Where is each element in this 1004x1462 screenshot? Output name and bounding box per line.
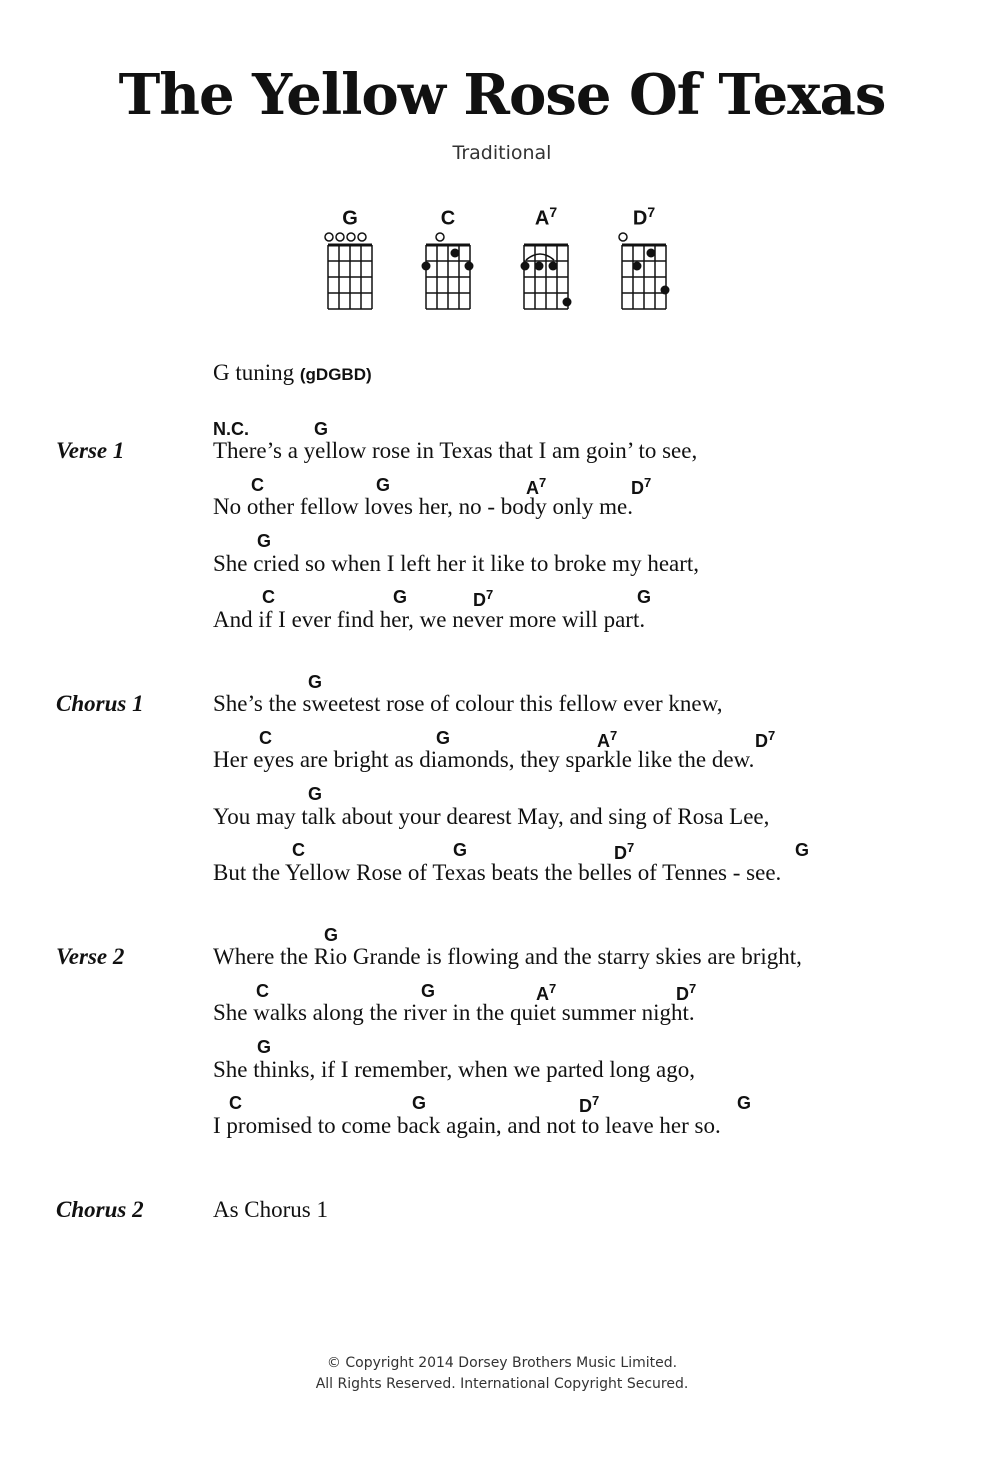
chord-d7: $D^7$: [614, 840, 635, 863]
lyric-line: But the Yellow Rose of Texas beats the belles of Tennes - see.: [213, 860, 782, 885]
tuning-label: G tuning: [213, 360, 295, 385]
chord-g: G: [393, 587, 408, 607]
fretboard-d7: [614, 204, 674, 314]
chord-g: G: [376, 475, 391, 495]
lyric-line: She cried so when I left her it like to broke my heart,: [213, 551, 700, 576]
chord-diagram-c: [418, 204, 478, 314]
fretboard-g: [320, 204, 380, 314]
chorus-2-instruction: As Chorus 1: [213, 1197, 329, 1222]
tuning-notes: (gDGBD): [299, 365, 372, 384]
fretboard-c: [418, 204, 478, 314]
song-title: The Yellow Rose Of Texas: [118, 62, 886, 128]
chord-c: C: [256, 981, 269, 1001]
chord-g: G: [795, 840, 810, 860]
chord-c: C: [292, 840, 305, 860]
chord-d7: $D^7$: [473, 587, 494, 610]
section-label-verse-1: Verse 1: [56, 438, 125, 463]
chord-a7: $A^7$: [536, 981, 557, 1004]
diagram-name: $D^7$: [632, 204, 656, 230]
tuning-info: [213, 360, 372, 386]
lyric-line: No other fellow loves her, no - body only me.: [213, 494, 634, 519]
chord-g: G: [421, 981, 436, 1001]
chord-c: C: [251, 475, 264, 495]
chord-d7: $D^7$: [579, 1093, 600, 1116]
lyric-line: She thinks, if I remember, when we parted long ago,: [213, 1057, 695, 1082]
composer: Traditional: [452, 142, 552, 164]
lyric-line: And if I ever find her, we never more will part.: [213, 607, 646, 632]
diagram-name: G: [342, 207, 358, 230]
chord-g: G: [737, 1093, 752, 1113]
chord-d7: $D^7$: [676, 981, 697, 1004]
lyric-line: There’s a yellow rose in Texas that I am goin’ to see,: [213, 438, 698, 463]
chord-g: G: [257, 1037, 272, 1057]
chord-a7: $A^7$: [526, 475, 547, 498]
chord-g: G: [314, 419, 329, 439]
chord-diagram-a7: [516, 204, 576, 314]
chord-c: C: [262, 587, 275, 607]
chord-g: G: [308, 672, 323, 692]
lyric-line: Her eyes are bright as diamonds, they sparkle like the dew.: [213, 747, 755, 772]
lyric-line: She walks along the river in the quiet summer night.: [213, 1000, 695, 1025]
diagram-name: C: [440, 207, 456, 230]
lyric-line: She’s the sweetest rose of colour this fellow ever knew,: [213, 691, 723, 716]
fretboard-a7: [516, 204, 576, 314]
copyright-line-2: All Rights Reserved. International Copyright Secured.: [315, 1376, 689, 1392]
chord-nc: N.C.: [213, 419, 249, 439]
chord-g: G: [637, 587, 652, 607]
chord-d7: $D^7$: [631, 475, 652, 498]
diagram-name: $A^7$: [534, 204, 558, 230]
chord-diagram-d7: [614, 204, 674, 314]
chord-g: G: [324, 925, 339, 945]
chord-g: G: [436, 728, 451, 748]
section-label-chorus-1: Chorus 1: [56, 691, 144, 716]
chord-c: C: [229, 1093, 242, 1113]
chord-g: G: [308, 784, 323, 804]
chord-a7: $A^7$: [597, 728, 618, 751]
chord-d7: $D^7$: [755, 728, 776, 751]
section-label-chorus-2: Chorus 2: [56, 1197, 144, 1222]
chord-g: G: [257, 531, 272, 551]
section-label-verse-2: Verse 2: [56, 944, 125, 969]
chord-c: C: [259, 728, 272, 748]
lyric-line: Where the Rio Grande is flowing and the starry skies are bright,: [213, 944, 802, 969]
lyric-line: I promised to come back again, and not to leave her so.: [213, 1113, 721, 1138]
chord-g: G: [412, 1093, 427, 1113]
copyright-line-1: © Copyright 2014 Dorsey Brothers Music Limited.: [326, 1355, 678, 1371]
chord-g: G: [453, 840, 468, 860]
chord-diagram-g: [320, 204, 380, 314]
lyric-line: You may talk about your dearest May, and sing of Rosa Lee,: [213, 804, 770, 829]
